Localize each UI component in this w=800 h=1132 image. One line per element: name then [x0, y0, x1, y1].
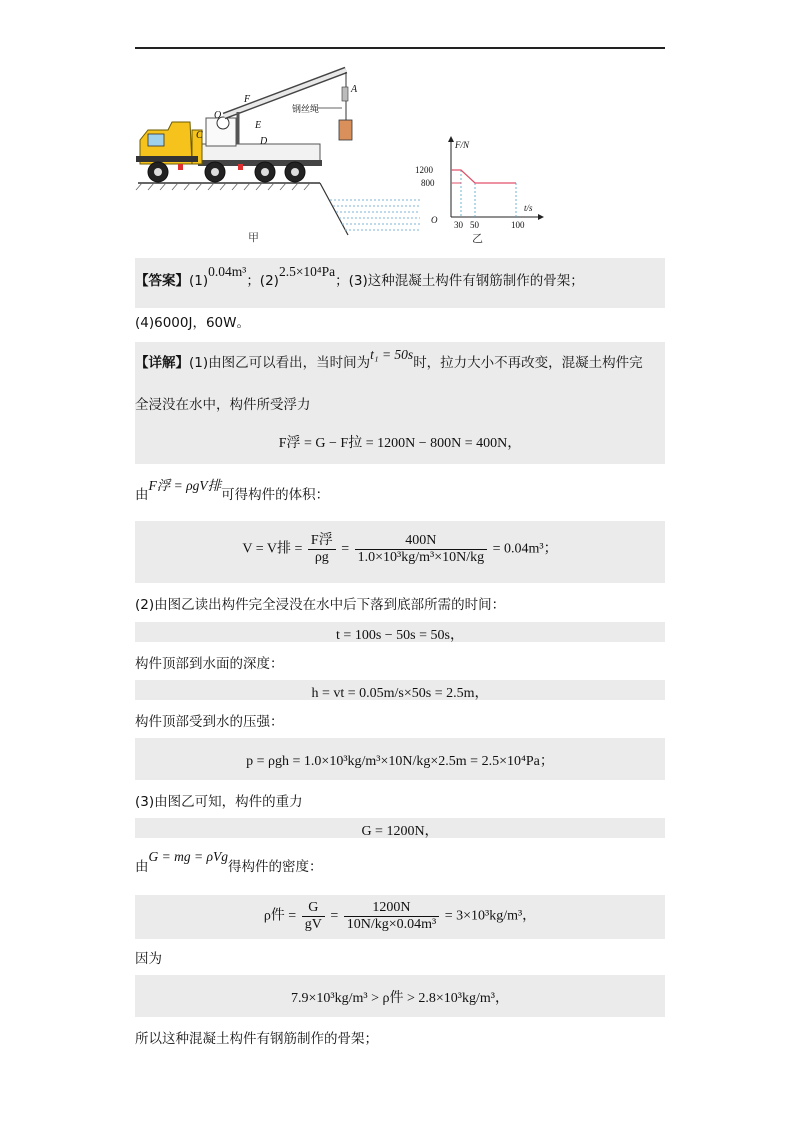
equation-weight: G = 1200N，	[361, 824, 439, 839]
eq2-equals: =	[341, 541, 350, 557]
equation-time: t = 100s − 50s = 50s，	[336, 628, 464, 643]
eq2-fraction-1-numerator: F浮	[308, 533, 336, 550]
answer-pressure: 2.5×10⁴Pa	[278, 264, 336, 279]
detail-line-5: 构件顶部到水面的深度：	[135, 656, 284, 672]
equation-buoyancy: F浮 = G − F拉 = 1200N − 800N = 400N，	[278, 436, 522, 451]
answer-rest: ；(3)这种混凝土构件有钢筋制作的骨架；	[335, 273, 584, 289]
x-tick-30: 30	[454, 220, 463, 230]
detail-l1c: 时，拉力大小不再改变，混凝土构件完	[413, 355, 643, 371]
point-label-C: C	[196, 130, 203, 141]
answer-part1: (1)	[189, 273, 209, 289]
detail-l3a: 由	[135, 487, 149, 503]
detail-line-6: 构件顶部受到水的压强：	[135, 714, 284, 730]
x-tick-100: 100	[511, 220, 525, 230]
answer-volume: 0.04m³	[208, 264, 247, 279]
eq2-fraction-2-numerator: 400N	[355, 533, 487, 550]
eq7-fraction-1	[302, 900, 325, 933]
answer-line-2: (4)6000J，60W。	[135, 315, 250, 331]
detail-l8a: 由	[135, 859, 149, 875]
equation-density	[135, 900, 665, 933]
detail-formula-archimedes: F浮 = ρgV排	[148, 478, 222, 493]
y-tick-800: 800	[421, 178, 435, 188]
answer-sep: ；(2)	[246, 273, 279, 289]
header-rule	[135, 47, 665, 49]
detail-l8c: 得构件的密度：	[227, 859, 323, 875]
equation-depth: h = vt = 0.05m/s×50s = 2.5m，	[311, 686, 489, 701]
eq7-left: ρ件 =	[263, 908, 297, 924]
point-label-O: O	[214, 110, 222, 121]
detail-line-8	[135, 849, 323, 876]
eq7-fraction-1-numerator: G	[302, 900, 325, 917]
crane-illustration	[136, 70, 420, 235]
detail-line-7: (3)由图乙可知，构件的重力	[135, 794, 303, 810]
detail-l3c: 可得构件的体积：	[221, 487, 330, 503]
eq7-equals: =	[330, 908, 339, 924]
detail-tag: 【详解】	[135, 355, 189, 371]
point-label-F: F	[244, 94, 251, 105]
graph-origin: O	[431, 215, 438, 225]
eq7-fraction-2	[344, 900, 439, 933]
physics-figure	[120, 60, 560, 250]
eq2-right: = 0.04m³；	[492, 541, 558, 557]
detail-line-4: (2)由图乙读出构件完全浸没在水中后下落到底部所需的时间：	[135, 597, 506, 613]
figure-caption-left: 甲	[248, 231, 259, 244]
equation-comparison: 7.9×10³kg/m³ > ρ件 > 2.8×10³kg/m³，	[291, 991, 509, 1006]
y-axis-label: F/N	[455, 140, 470, 150]
rope-label: 钢丝绳	[292, 105, 320, 115]
eq7-fraction-1-denominator: gV	[304, 917, 322, 932]
equation-pressure: p = ρgh = 1.0×10³kg/m³×10N/kg×2.5m = 2.5×10⁴Pa；	[246, 754, 554, 769]
eq2-fraction-1-denominator: ρg	[314, 550, 329, 565]
answer-tag: 【答案】	[135, 273, 189, 289]
point-label-E: E	[255, 120, 262, 131]
eq7-fraction-2-numerator: 1200N	[344, 900, 439, 917]
equation-volume	[135, 533, 665, 566]
eq7-fraction-2-denominator: 10N/kg×0.04m³	[346, 917, 437, 932]
point-label-D: D	[260, 136, 268, 147]
eq2-fraction-2-denominator: 1.0×10³kg/m³×10N/kg	[357, 550, 485, 565]
eq7-right: = 3×10³kg/m³，	[444, 908, 537, 924]
detail-line-9: 因为	[135, 951, 162, 967]
detail-line-3	[135, 478, 330, 504]
x-axis-label: t/s	[524, 203, 533, 213]
force-time-graph	[415, 136, 544, 230]
detail-time-t1: t₁ = 50s	[370, 347, 414, 362]
x-tick-50: 50	[470, 220, 479, 230]
y-tick-1200: 1200	[415, 165, 433, 175]
answer-line-1	[135, 264, 584, 290]
detail-line-10: 所以这种混凝土构件有钢筋制作的骨架；	[135, 1031, 378, 1047]
eq2-left: V = V排 =	[242, 541, 303, 557]
eq2-fraction-2	[355, 533, 487, 566]
eq2-fraction-1	[308, 533, 336, 566]
detail-formula-gravity: G = mg = ρVg	[148, 849, 228, 864]
point-label-A: A	[351, 84, 358, 95]
detail-l1a: (1)由图乙可以看出，当时间为	[189, 355, 371, 371]
detail-line-1	[135, 347, 643, 372]
detail-line-2: 全浸没在水中，构件所受浮力	[135, 397, 311, 413]
figure-caption-right: 乙	[472, 232, 483, 245]
